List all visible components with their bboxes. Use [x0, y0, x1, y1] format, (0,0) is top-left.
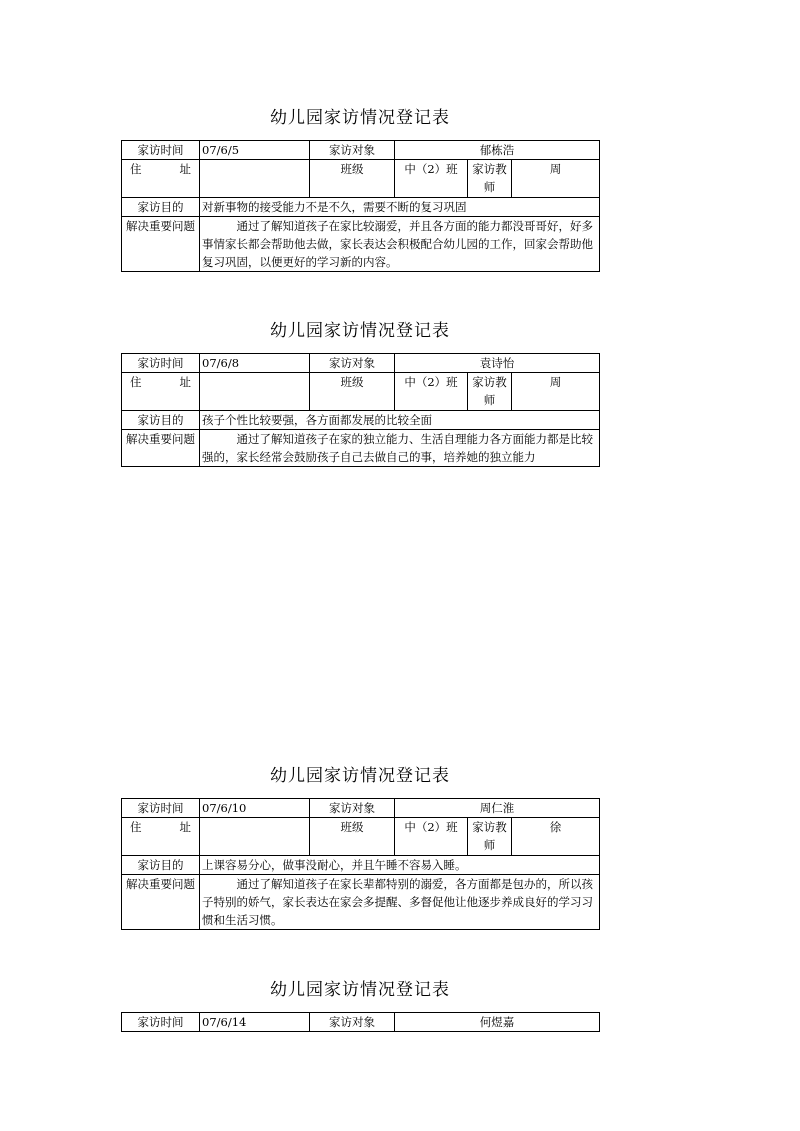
table-row — [122, 875, 600, 930]
visit-record-1 — [121, 104, 599, 272]
visit-target-label: 家访对象 — [310, 354, 395, 373]
solution-label: 解决重要问题 — [122, 217, 200, 272]
solution-text: 通过了解知道孩子在家长辈都特别的溺爱，各方面都是包办的，所以孩子特别的娇气，家长表达在家会多提醒、多督促他让他逐步养成良好的学习习惯和生活习惯。 — [200, 875, 600, 930]
purpose-label: 家访目的 — [122, 411, 200, 430]
teacher-name: 周 — [512, 160, 600, 198]
solution-text: 通过了解知道孩子在家比较溺爱，并且各方面的能力都没哥哥好，好多事情家长都会帮助他去做，家长表达会积极配合幼儿园的工作，回家会帮助他复习巩固，以便更好的学习新的内容。 — [200, 217, 600, 272]
address-label: 住 址 — [122, 818, 200, 856]
visit-record-4 — [121, 976, 599, 1032]
purpose-label: 家访目的 — [122, 198, 200, 217]
registration-table — [121, 1012, 600, 1032]
address-value — [200, 818, 310, 856]
table-row — [122, 1013, 600, 1032]
registration-table — [121, 353, 600, 467]
child-name: 袁诗怡 — [395, 354, 600, 373]
form-title: 幼儿园家访情况登记表 — [270, 108, 450, 128]
table-row — [122, 799, 600, 818]
address-label: 住 址 — [122, 373, 200, 411]
solution-text: 通过了解知道孩子在家的独立能力、生活自理能力各方面能力都是比较强的，家长经常会鼓励孩子自己去做自己的事，培养她的独立能力 — [200, 430, 600, 467]
visit-date: 07/6/10 — [200, 799, 310, 818]
solution-label: 解决重要问题 — [122, 430, 200, 467]
child-name: 周仁淮 — [395, 799, 600, 818]
purpose-text: 孩子个性比较要强，各方面都发展的比较全面 — [200, 411, 600, 430]
table-row — [122, 818, 600, 856]
class-label: 班级 — [310, 818, 395, 856]
address-value — [200, 160, 310, 198]
table-row — [122, 856, 600, 875]
purpose-label: 家访目的 — [122, 856, 200, 875]
visit-date: 07/6/8 — [200, 354, 310, 373]
address-value — [200, 373, 310, 411]
table-row — [122, 430, 600, 467]
visit-time-label: 家访时间 — [122, 1013, 200, 1032]
child-name: 何煜嘉 — [395, 1013, 600, 1032]
teacher-name: 周 — [512, 373, 600, 411]
registration-table — [121, 140, 600, 272]
registration-table — [121, 798, 600, 930]
visit-target-label: 家访对象 — [310, 141, 395, 160]
class-label: 班级 — [310, 160, 395, 198]
table-row — [122, 198, 600, 217]
visit-time-label: 家访时间 — [122, 141, 200, 160]
class-name: 中（2）班 — [395, 160, 468, 198]
purpose-text: 上课容易分心，做事没耐心，并且午睡不容易入睡。 — [200, 856, 600, 875]
visit-record-2 — [121, 317, 599, 467]
class-name: 中（2）班 — [395, 373, 468, 411]
class-name: 中（2）班 — [395, 818, 468, 856]
table-row — [122, 373, 600, 411]
visit-date: 07/6/14 — [200, 1013, 310, 1032]
child-name: 郁栋浩 — [395, 141, 600, 160]
form-title: 幼儿园家访情况登记表 — [270, 321, 450, 341]
form-title: 幼儿园家访情况登记表 — [270, 980, 450, 1000]
address-label: 住 址 — [122, 160, 200, 198]
table-row — [122, 354, 600, 373]
visit-target-label: 家访对象 — [310, 1013, 395, 1032]
purpose-text: 对新事物的接受能力不是不久，需要不断的复习巩固 — [200, 198, 600, 217]
class-label: 班级 — [310, 373, 395, 411]
table-row — [122, 141, 600, 160]
solution-label: 解决重要问题 — [122, 875, 200, 930]
form-title: 幼儿园家访情况登记表 — [270, 766, 450, 786]
visit-target-label: 家访对象 — [310, 799, 395, 818]
teacher-label: 家访教师 — [468, 160, 512, 198]
table-row — [122, 217, 600, 272]
table-row — [122, 160, 600, 198]
visit-date: 07/6/5 — [200, 141, 310, 160]
teacher-label: 家访教师 — [468, 373, 512, 411]
teacher-name: 徐 — [512, 818, 600, 856]
teacher-label: 家访教师 — [468, 818, 512, 856]
visit-time-label: 家访时间 — [122, 354, 200, 373]
visit-time-label: 家访时间 — [122, 799, 200, 818]
visit-record-3 — [121, 762, 599, 930]
table-row — [122, 411, 600, 430]
